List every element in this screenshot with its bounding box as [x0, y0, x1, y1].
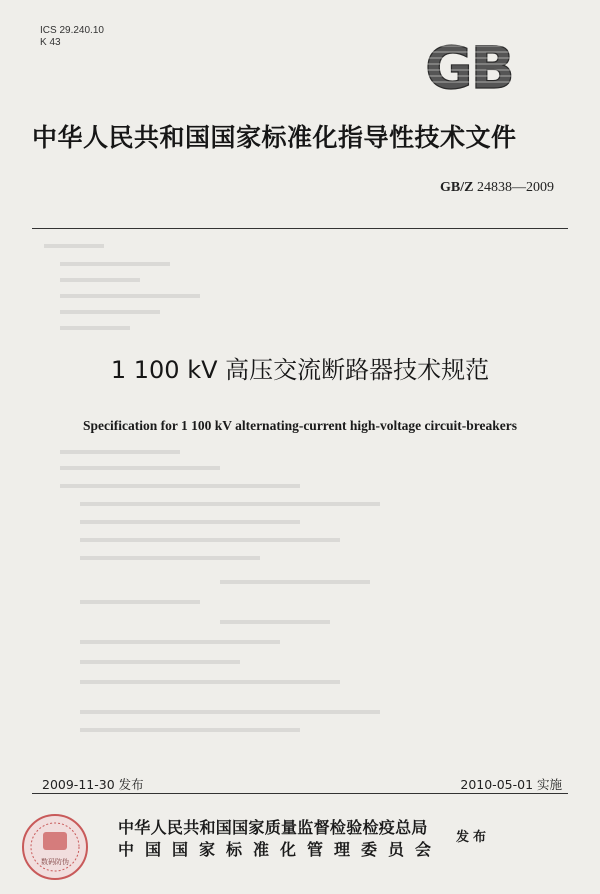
standard-number: [440, 180, 554, 196]
standard-code: 24838—2009: [477, 180, 554, 195]
issuer-line-2: 中国国家标准化管理委员会: [118, 840, 443, 859]
ccs-code: K 43: [40, 37, 61, 48]
gb-logo: [407, 36, 531, 94]
document-title-chinese: 1 100 kV 高压交流断路器技术规范: [110, 356, 490, 384]
seal-text: 数码防伪: [41, 858, 69, 866]
seal-emblem-icon: [43, 832, 67, 850]
anti-counterfeit-seal: [20, 812, 90, 882]
organization-title: 中华人民共和国国家标准化指导性技术文件: [32, 123, 517, 152]
gb-logo-text: GB: [425, 36, 513, 94]
publish-label: 发布: [456, 830, 491, 845]
issue-date: 2009-11-30 发布: [42, 777, 144, 792]
document-title-english: Specification for 1 100 kV alternating-current high-voltage circuit-breakers: [82, 418, 518, 433]
bottom-divider: [32, 793, 568, 794]
show-through-texture: [40, 240, 520, 740]
classification-codes: [40, 25, 104, 49]
top-divider: [32, 228, 568, 229]
implementation-date: 2010-05-01 实施: [460, 777, 562, 792]
issuer-line-1: 中华人民共和国国家质量监督检验检疫总局: [118, 818, 428, 837]
standard-prefix: GB/Z: [440, 180, 474, 195]
ics-code: ICS 29.240.10: [40, 25, 104, 36]
